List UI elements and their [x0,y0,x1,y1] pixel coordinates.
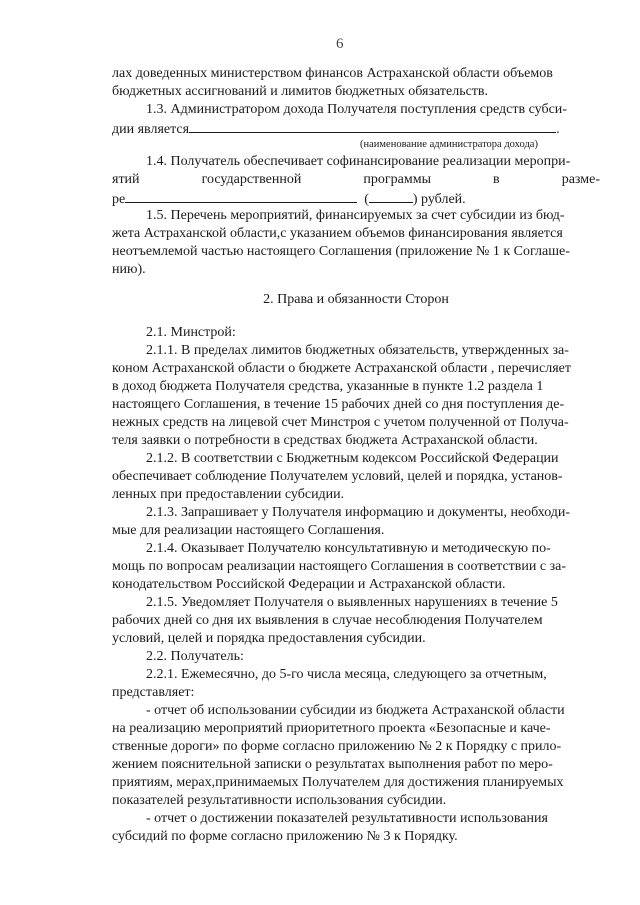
paragraph-2-1-1-line: коном Астраханской области о бюджете Астраханской области , перечисляет [112,361,571,376]
section-heading: 2. Права и обязанности Сторон [263,292,449,307]
blank-line [369,190,413,203]
bullet-2-line: субсидий по форме согласно приложению № 3 к Порядку. [112,829,458,844]
paragraph-1-5-line: нию). [112,262,146,277]
paragraph-1-5-line: 1.5. Перечень мероприятий, финансируемых за счет субсидии из бюд- [146,208,565,223]
paragraph-2-1-3-line: мые для реализации настоящего Соглашения. [112,523,385,538]
text-line: лах доведенных министерством финансов Астраханской области объемов [112,66,553,81]
paragraph-2-1-1-line: настоящего Соглашения, в течение 15 рабочих дней со дня поступления де- [112,397,565,412]
word: программы [363,172,431,187]
paragraph-1-4-line [112,172,600,188]
paragraph-2-1-2-line: ленных при предоставлении субсидии. [112,487,345,502]
bullet-1-line: показателей результативности использования субсидии. [112,793,447,808]
paragraph-1-5-line: жета Астраханской области,с указанием объемов финансирования является [112,226,563,241]
paragraph-2-2-1-line: 2.2.1. Ежемесячно, до 5-го числа месяца, следующего за отчетным, [146,667,547,682]
bullet-1-line: - отчет об использовании субсидии из бюджета Астраханской области [146,703,565,718]
text-fragment: дии является [112,122,190,137]
text-fragment: ) рублей. [412,192,466,207]
paragraph-2-1-5-line: рабочих дней со дня их выявления в случае несоблюдения Получателем [112,613,543,628]
paragraph-2-2: 2.2. Получатель: [146,649,244,664]
text-line: бюджетных ассигнований и лимитов бюджетных обязательств. [112,84,489,99]
word: разме- [561,172,600,187]
paragraph-1-3-line: 1.3. Администратором дохода Получателя поступления средств субси- [146,102,567,117]
paragraph-1-4-line: 1.4. Получатель обеспечивает софинансирование реализации меропри- [146,154,571,169]
field-caption: (наименование администратора дохода) [360,139,538,150]
bullet-1-line: ственные дороги» по форме согласно приложению № 2 к Порядку с прило- [112,739,562,754]
paragraph-2-2-1-line: представляет: [112,685,195,700]
text-fragment: . [556,122,560,137]
blank-line [189,120,556,133]
paragraph-1-3-line [112,120,560,138]
bullet-1-line: жением пояснительной записки о результатах выполнения работ по меро- [112,757,553,772]
paragraph-2-1-1-line: 2.1.1. В пределах лимитов бюджетных обязательств, утвержденных за- [146,343,569,358]
paragraph-2-1-5-line: 2.1.5. Уведомляет Получателя о выявленных нарушениях в течение 5 [146,595,558,610]
paragraph-2-1-3-line: 2.1.3. Запрашивает у Получателя информацию и документы, необходи- [146,505,571,520]
word: государственной [201,172,302,187]
blank-line [125,190,357,203]
paragraph-2-1-1-line: в доход бюджета Получателя средства, указанные в пункте 1.2 раздела 1 [112,379,544,394]
paragraph-2-1-1-line: нежных средств на лицевой счет Минстроя с учетом полученной от Получа- [112,415,569,430]
paragraph-2-1-5-line: условий, целей и порядка предоставления субсидии. [112,631,426,646]
paragraph-2-1-1-line: теля заявки о потребности в средствах бюджета Астраханской области. [112,433,538,448]
paragraph-2-1-2-line: 2.1.2. В соответствии с Бюджетным кодексом Российской Федерации [146,451,559,466]
bullet-1-line: приятиям, мерах,принимаемых Получателем для достижения планируемых [112,775,564,790]
paragraph-2-1-2-line: обеспечивает соблюдение Получателем условий, целей и порядка, установ- [112,469,563,484]
paragraph-2-1: 2.1. Минстрой: [146,325,236,340]
word: ятий [112,172,140,187]
page-number: 6 [336,36,344,52]
paragraph-1-5-line: неотъемлемой частью настоящего Соглашения (приложение № 1 к Соглаше- [112,244,570,259]
text-fragment: ре [112,192,126,207]
bullet-1-line: на реализацию мероприятий приоритетного проекта «Безопасные и каче- [112,721,551,736]
bullet-2-line: - отчет о достижении показателей результативности использования [146,811,548,826]
word: в [493,172,500,187]
paragraph-1-4-line [112,190,466,208]
paragraph-2-1-4-line: мощь по вопросам реализации настоящего Соглашения в соответствии с за- [112,559,566,574]
paragraph-2-1-4-line: 2.1.4. Оказывает Получателю консультативную и методическую по- [146,541,551,556]
paragraph-2-1-4-line: конодательством Российской Федерации и Астраханской области. [112,577,506,592]
text-fragment: ( [364,192,369,207]
